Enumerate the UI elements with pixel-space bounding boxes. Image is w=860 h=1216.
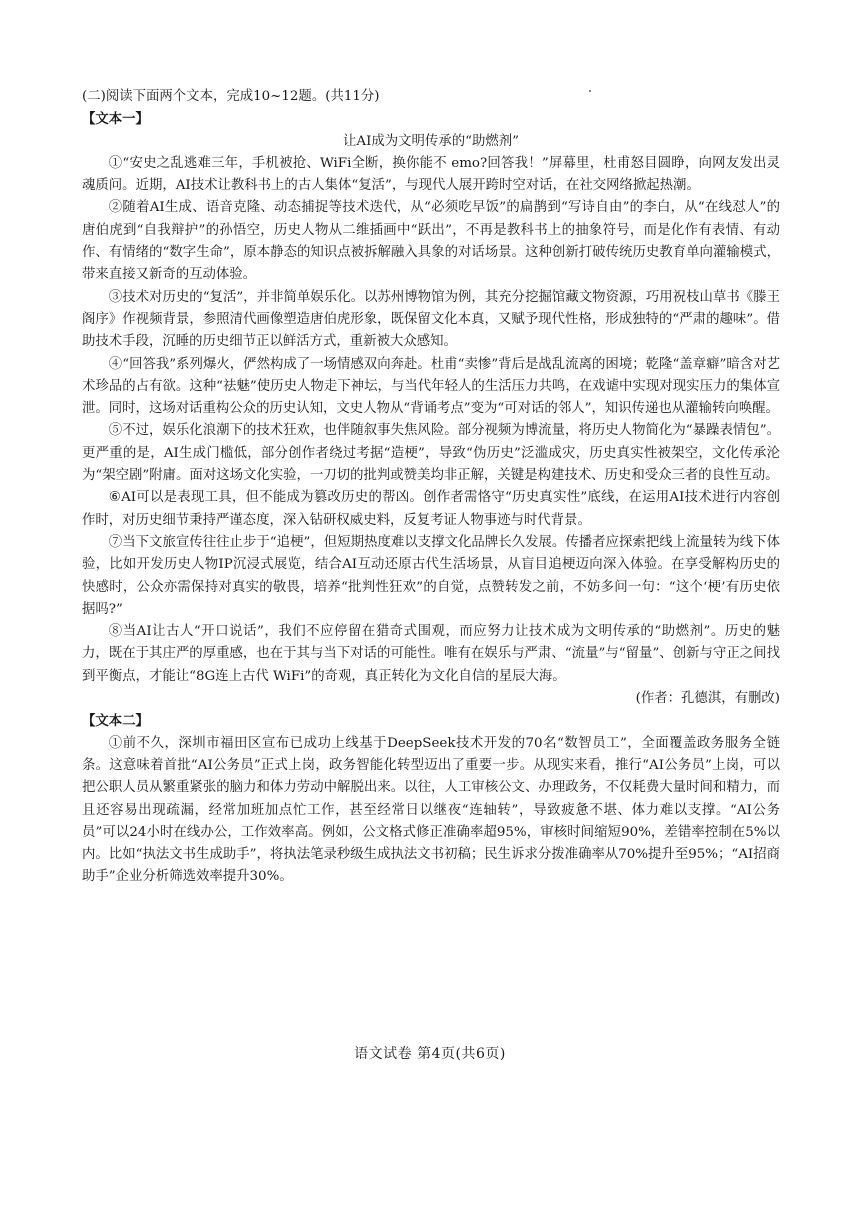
- text1-author: (作者：孔德淇，有删改): [635, 691, 780, 707]
- page-content: [82, 86, 780, 889]
- text2-label: 【文本二】: [82, 713, 149, 730]
- page-footer: 语文试卷 第4页(共6页): [354, 1046, 506, 1062]
- text1-label: 【文本一】: [82, 111, 149, 128]
- text1-paragraph-2: ②随着AI生成、语音克隆、动态捕捉等技术迭代，从“必须吃早饭”的扁鹊到“写诗自由”的李白，从“在线怼人”的唐伯虎到“自我辩护”的孙悟空，历史人物从二维插画中“跃出”，不再是教科书上的抽象符号，而是化作有表情、有动作、有情绪的“数字生命”，原本静态的知识点被拆解融入具象的对话场景。这种创新打破传统历史教育单向灌输模式，带来直接又新奇的互动体验。: [82, 200, 780, 283]
- text1-paragraph-6: ⑥AI可以是表现工具，但不能成为篡改历史的帮凶。创作者需恪守“历史真实性”底线，在运用AI技术进行内容创作时，对历史细节秉持严谨态度，深入钻研权威史料，反复考证人物事迹与时代背景。: [82, 490, 780, 528]
- text1-paragraph-8: ⑧当AI让古人“开口说话”，我们不应停留在猎奇式围观，而应努力让技术成为文明传承的“助燃剂”。历史的魅力，既在于其庄严的厚重感，也在于其与当下对话的可能性。唯有在娱乐与严肃、“流量”与“留量”、创新与守正之间找到平衡点，才能让“8G连上古代 WiFi”的奇观，真正转化为文化自信的星辰大海。: [82, 624, 780, 684]
- section-header: (二)阅读下面两个文本，完成10~12题。(共11分): [82, 89, 380, 104]
- text1-paragraph-3: ③技术对历史的“复活”，并非简单娱乐化。以苏州博物馆为例，其充分挖掘馆藏文物资源，巧用祝枝山草书《滕王阁序》作视频背景，参照清代画像塑造唐伯虎形象，既保留文化本真，又赋予现代性格，形成独特的“严肃的趣味”。借助技术手段，沉睡的历史细节正以鲜活方式，重新被大众感知。: [82, 289, 780, 350]
- text1-paragraph-5: ⑤不过，娱乐化浪潮下的技术狂欢，也伴随叙事失焦风险。部分视频为博流量，将历史人物简化为“暴躁表情包”。更严重的是，AI生成门槛低，部分创作者绕过考据“造梗”，导致“伪历史”泛滥成灾，历史真实性被架空，文化传承沦为“架空剧”附庸。面对这场文化实验，一刀切的批判或赞美均非正解，关键是构建技术、历史和受众三者的良性互动。: [82, 423, 780, 484]
- text1-paragraph-7: ⑦当下文旅宣传往往止步于“追梗”，但短期热度难以支撑文化品牌长久发展。传播者应探索把线上流量转为线下体验，比如开发历史人物IP沉浸式展览，结合AI互动还原古代生活场景，从盲目追梗迈向深入体验。在享受解构历史的快感时，公众亦需保持对真实的敬畏，培养“批判性狂欢”的自觉，点赞转发之前，不妨多问一句：“这个‘梗’有历史依据吗?”: [82, 534, 780, 617]
- text1-title: 让AI成为文明传承的“助燃剂”: [343, 133, 519, 149]
- text2-paragraph-1: ①前不久，深圳市福田区宣布已成功上线基于DeepSeek技术开发的70名“数智员工”，全面覆盖政务服务全链条。这意味着首批“AI公务员”正式上岗，政务智能化转型迈出了重要一步。从现实来看，推行“AI公务员”上岗，可以把公职人员从繁重紧张的脑力和体力劳动中解脱出来。以往，人工审核公文、办理政务，不仅耗费大量时间和精力，而且还容易出现疏漏，经常加班加点忙工作，甚至经常日以继夜“连轴转”，导致疲惫不堪、体力难以支撑。“AI公务员”可以24小时在线办公，工作效率高。例如，公文格式修正准确率超95%，审核时间缩短90%，差错率控制在5%以内。比如“执法文书生成助手”，将执法笔录秒级生成执法文书初稿；民生诉求分拨准确率从70%提升至95%；“AI招商助手”企业分析筛选效率提升30%。: [82, 735, 780, 885]
- text1-paragraph-1: ①“安史之乱逃难三年，手机被抢、WiFi全断，换你能不 emo?回答我！”屏幕里，杜甫怒目圆睁，向网友发出灵魂质问。近期，AI技术让教科书上的古人集体“复活”，与现代人展开跨时空对话，在社交网络掀起热潮。: [82, 155, 780, 194]
- text1-paragraph-4: ④“回答我”系列爆火，俨然构成了一场情感双向奔赴。杜甫“卖惨”背后是战乱流离的困境；乾隆“盖章癖”暗含对艺术珍品的占有欲。这种“祛魅”使历史人物走下神坛，与当代年轻人的生活压力共鸣，在戏谑中实现对现实压力的集体宣泄。同时，这场对话重构公众的历史认知，文史人物从“背诵考点”变为“可对话的邻人”，知识传递也从灌输转向唤醒。: [82, 356, 780, 417]
